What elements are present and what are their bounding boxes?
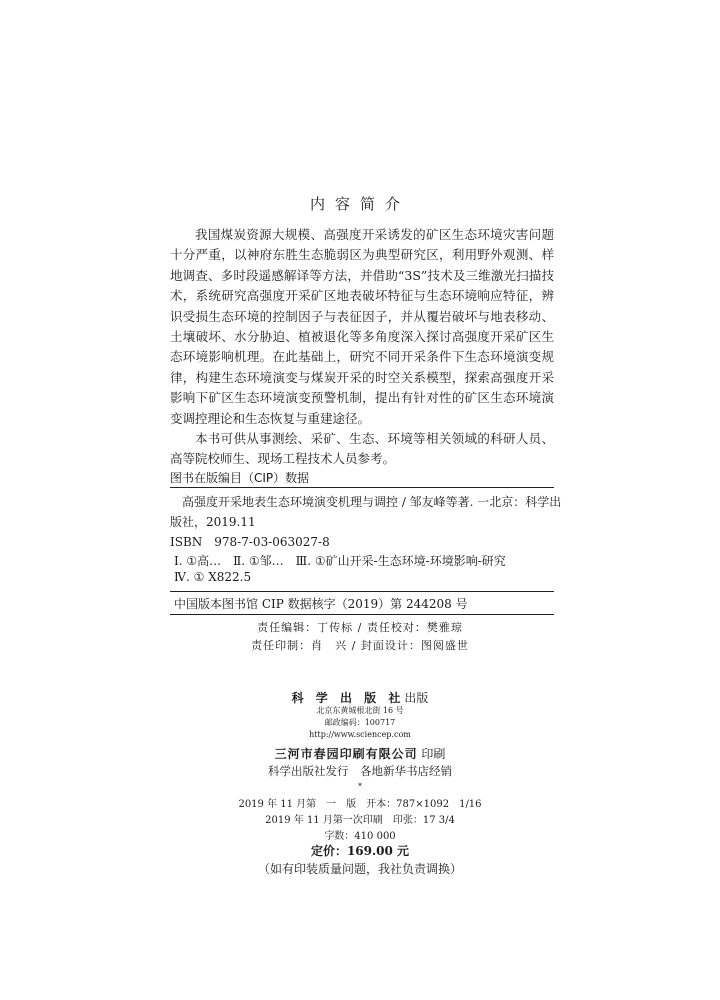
cip-title-line-cont: 版社，2019.11 bbox=[170, 515, 256, 529]
cip-middle-rule bbox=[170, 591, 554, 592]
credits-editors: 责任编辑：丁传标 / 责任校对：樊雅琼 bbox=[257, 621, 463, 634]
edition-line-2: 2019 年 11 月第一次印刷 印张：17 3/4 bbox=[265, 815, 455, 826]
cip-title-line: 高强度开采地表生态环境演变机理与调控 / 邹友峰等著. 一北京：科学出 bbox=[182, 495, 562, 509]
cip-top-rule bbox=[170, 487, 554, 488]
cip-classification-1: Ⅰ. ①高… Ⅱ. ①邹… Ⅲ. ①矿山开采-生态环境-环境影响-研究 bbox=[174, 554, 506, 568]
publisher-address: 北京东黄城根北街 16 号 bbox=[316, 706, 404, 715]
intro-paragraph-2: 本书可供从事测绘、采矿、生态、环境等相关领域的科研人员、高等院校师生、现场工程技术人员参考。 bbox=[170, 431, 554, 467]
printer-line bbox=[0, 745, 720, 762]
cip-classification-2: Ⅳ. ① X822.5 bbox=[174, 570, 252, 584]
price: 定价：169.00 元 bbox=[310, 844, 410, 858]
separator-star: * bbox=[358, 782, 362, 791]
cip-bottom-rule bbox=[170, 614, 554, 615]
publisher-suffix: 出版 bbox=[404, 691, 429, 705]
cip-verification: 中国版本图书馆 CIP 数据核字（2019）第 244208 号 bbox=[174, 597, 468, 611]
edition-line-1: 2019 年 11 月第 一 版 开本：787×1092 1/16 bbox=[238, 799, 482, 810]
intro-paragraph-1: 我国煤炭资源大规模、高强度开采诱发的矿区生态环境灾害问题十分严重，以神府东胜生态脆弱区为典型研究区，利用野外观测、样地调查、多时段遥感解译等方法，并借助“3S”技术及三维激光扫描技术，系统研究高强度开采矿区地表破坏特征与生态环境响应特征，辨识受损生态环境的控制因子与表征因子，并从覆岩破坏与地表移动、土壤破坏、水分胁迫、植被退化等多角度深入探讨高强度开采矿区生态环境影响机理。在此基础上，研究不同开采条件下生态环境演变规律，构建生态环境演变与煤炭开采的时空关系模型，探索高强度开采影响下矿区生态环境演变预警机制，提出有针对性的矿区生态环境演变调控理论和生态恢复与重建途径。 bbox=[170, 227, 554, 426]
publisher-name: 科 学 出 版 社 bbox=[291, 691, 405, 705]
intro-section bbox=[170, 225, 554, 470]
credits-production: 责任印制：肖 兴 / 封面设计：图阅盛世 bbox=[251, 639, 469, 652]
publisher-line bbox=[0, 689, 720, 706]
return-note: （如有印装质量问题，我社负责调换） bbox=[257, 862, 462, 876]
edition-line-3: 字数：410 000 bbox=[324, 831, 396, 842]
publisher-website: http://www.sciencep.com bbox=[309, 730, 411, 739]
printer-suffix: 印刷 bbox=[421, 747, 446, 761]
distribution-line: 科学出版社发行 各地新华书店经销 bbox=[268, 764, 452, 778]
page-title: 内容简介 bbox=[309, 195, 410, 213]
cip-isbn: ISBN 978-7-03-063027-8 bbox=[170, 535, 330, 549]
cip-heading: 图书在版编目（CIP）数据 bbox=[170, 471, 310, 485]
publisher-postcode: 邮政编码：100717 bbox=[324, 718, 396, 727]
printer-name: 三河市春园印刷有限公司 bbox=[274, 747, 418, 761]
cip-entry bbox=[170, 492, 562, 552]
